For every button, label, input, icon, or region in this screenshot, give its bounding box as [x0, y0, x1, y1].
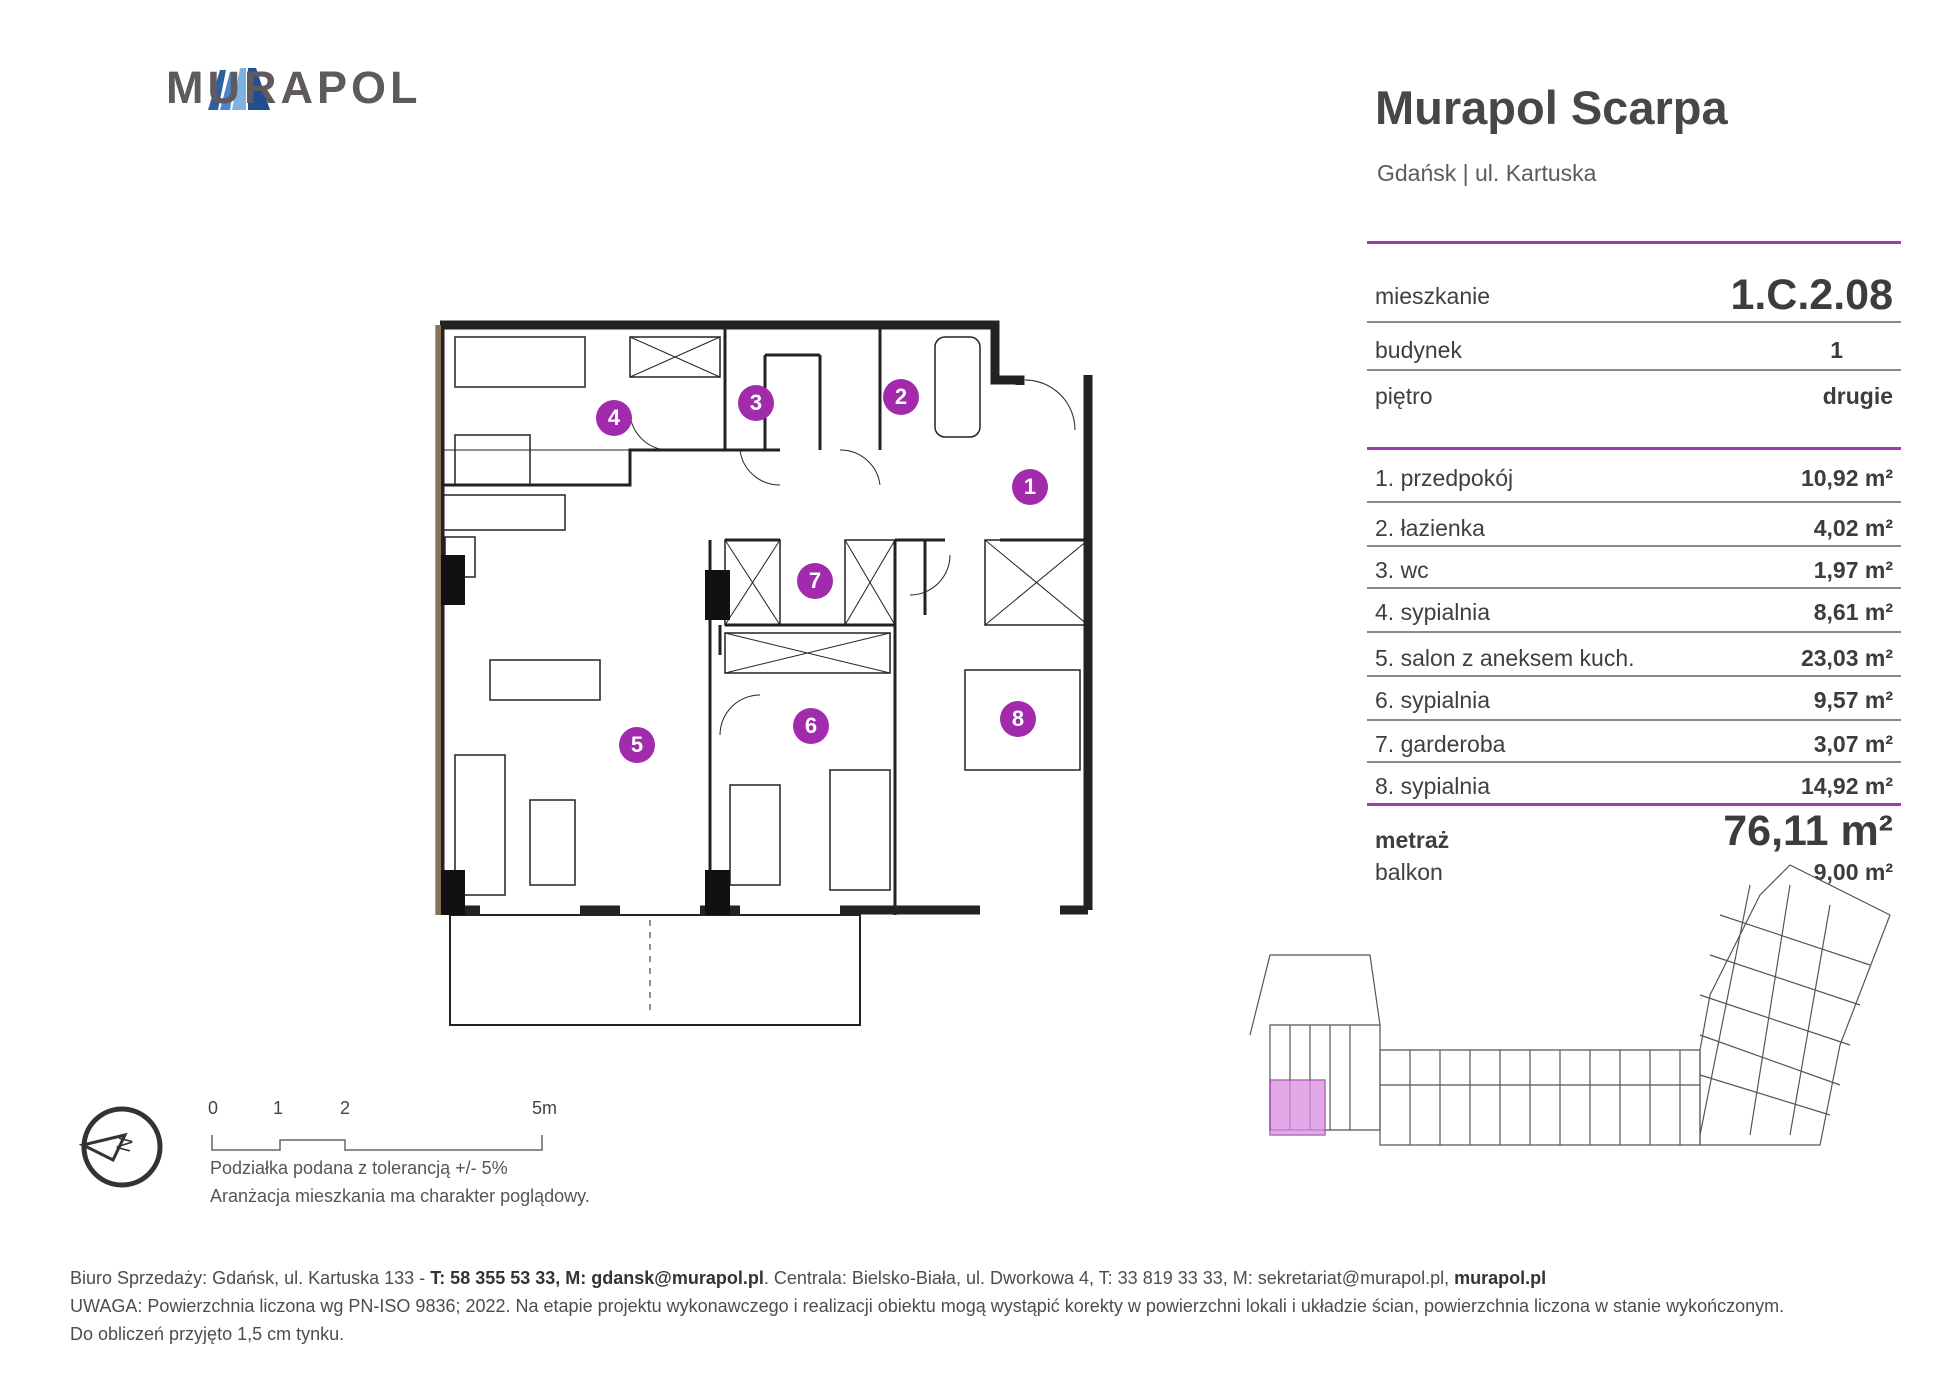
footer-notice: UWAGA: Powierzchnia liczona wg PN-ISO 9836; 2022. Na etapie projektu wykonawczego i realizacji obiektu mogą wystąpić korekty w powierzchni lokali i układzie ścian, powierzchnia liczona w stanie wykończonym.	[70, 1296, 1785, 1316]
total-label: metraż	[1375, 827, 1450, 853]
scale-tick: 1	[273, 1098, 284, 1118]
scale-tick: 2	[340, 1098, 351, 1118]
divider	[1367, 447, 1901, 450]
room-name: 8. sypialnia	[1375, 773, 1491, 799]
scale-note: Podziałka podana z tolerancją +/- 5%	[210, 1158, 508, 1178]
project-title: Murapol Scarpa	[1375, 81, 1728, 134]
room-name: 4. sypialnia	[1375, 599, 1491, 625]
room-marker-7: 7	[797, 563, 833, 599]
divider	[1367, 719, 1901, 721]
room-name: 2. łazienka	[1375, 515, 1485, 541]
room-area: 8,61 m²	[1813, 599, 1893, 625]
balcony-value: 9,00 m²	[1813, 859, 1893, 885]
floor-value: drugie	[1822, 383, 1893, 409]
room-name: 5. salon z aneksem kuch.	[1375, 645, 1635, 671]
room-name: 6. sypialnia	[1375, 687, 1491, 713]
divider	[1367, 321, 1901, 323]
compass-north-icon	[75, 1100, 170, 1195]
footer-hq: . Centrala: Bielsko-Biała, ul. Dworkowa 4, T: 33 819 33 33, M: sekretariat@murapol.pl,	[763, 1268, 1455, 1288]
project-subtitle: Gdańsk | ul. Kartuska	[1377, 160, 1597, 186]
divider	[1367, 241, 1901, 244]
room-area: 1,97 m²	[1813, 557, 1893, 583]
divider	[1367, 761, 1901, 763]
footer-contact	[70, 1268, 1546, 1289]
scale-tick: 5m	[532, 1098, 558, 1118]
room-marker-6: 6	[793, 708, 829, 744]
divider	[1367, 675, 1901, 677]
room-area: 4,02 m²	[1813, 515, 1893, 541]
room-area: 10,92 m²	[1800, 465, 1893, 491]
floor-plan	[420, 315, 1120, 1035]
floor-label: piętro	[1375, 383, 1433, 409]
room-marker-3: 3	[738, 385, 774, 421]
divider	[1367, 803, 1901, 806]
divider	[1367, 631, 1901, 633]
building-value: 1	[1830, 337, 1843, 363]
footer-website-link[interactable]: murapol.pl	[1454, 1268, 1547, 1288]
footer-phone-email[interactable]: T: 58 355 53 33, M: gdansk@murapol.pl	[430, 1268, 764, 1288]
room-area: 23,03 m²	[1800, 645, 1893, 671]
room-marker-8: 8	[1000, 701, 1036, 737]
room-name: 7. garderoba	[1375, 731, 1506, 757]
footer-plaster-note: Do obliczeń przyjęto 1,5 cm tynku.	[70, 1324, 345, 1344]
unit-value: 1.C.2.08	[1730, 271, 1893, 319]
room-marker-1: 1	[1012, 469, 1048, 505]
room-marker-5: 5	[619, 727, 655, 763]
building-label: budynek	[1375, 337, 1462, 363]
scale-tick: 0	[208, 1098, 219, 1118]
total-value: 76,11 m²	[1723, 807, 1893, 855]
divider	[1367, 587, 1901, 589]
svg-text:N: N	[112, 1134, 138, 1155]
arrangement-note: Aranżacja mieszkania ma charakter poglądowy.	[210, 1186, 590, 1206]
building-site-plan	[1230, 855, 1920, 1255]
room-area: 14,92 m²	[1800, 773, 1893, 799]
divider	[1367, 545, 1901, 547]
room-marker-2: 2	[883, 379, 919, 415]
brand-name: MURAPOL	[166, 62, 422, 113]
room-area: 9,57 m²	[1813, 687, 1893, 713]
room-name: 3. wc	[1375, 557, 1429, 583]
room-name: 1. przedpokój	[1375, 465, 1514, 491]
unit-label: mieszkanie	[1375, 283, 1491, 309]
room-marker-4: 4	[596, 400, 632, 436]
divider	[1367, 501, 1901, 503]
room-area: 3,07 m²	[1813, 731, 1893, 757]
divider	[1367, 369, 1901, 371]
footer-office: Biuro Sprzedaży: Gdańsk, ul. Kartuska 133 -	[70, 1268, 431, 1288]
scale-bar	[200, 1090, 570, 1160]
balcony-label: balkon	[1375, 859, 1443, 885]
